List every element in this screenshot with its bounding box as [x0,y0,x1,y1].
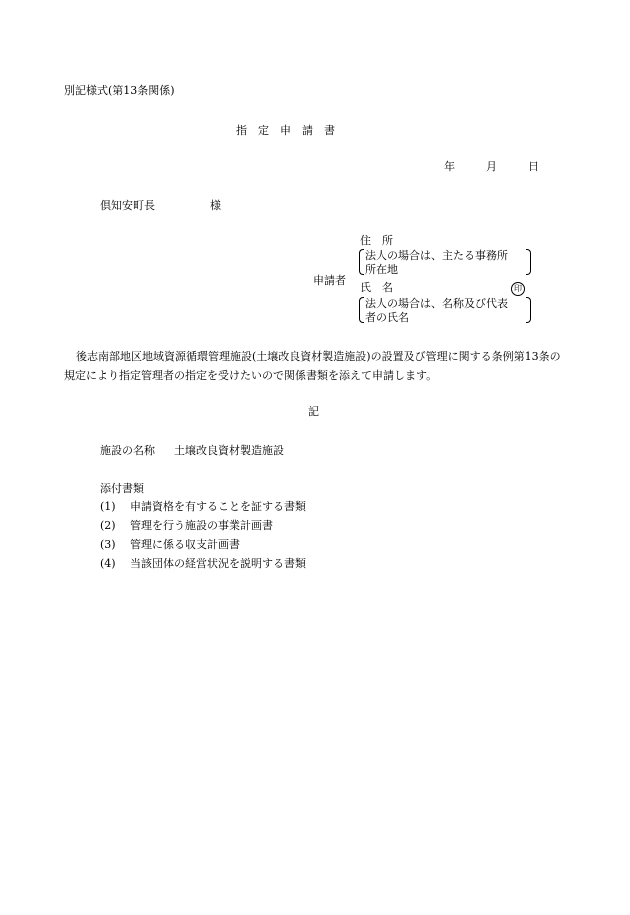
form-label: 別記様式(第13条関係) [64,84,175,97]
name-note-line-1: 法人の場合は、名称及び代表 [365,297,508,310]
name-label: 氏 名 [360,281,393,294]
date-day: 日 [528,160,539,173]
facility-line [100,444,284,458]
facility-label: 施設の名称 [100,444,155,457]
attachments-heading: 添付書類 [100,482,144,495]
list-item-text: 申請資格を有することを証する書類 [130,500,306,513]
list-item-text: 管理に係る収支計画書 [130,538,240,551]
list-item-number: (4) [100,557,116,570]
seal-icon: 印 [511,282,525,296]
name-note-line-2: 者の氏名 [365,311,409,324]
address-note-line-1: 法人の場合は、主たる事務所 [365,249,508,262]
applicant-label: 申請者 [313,274,346,287]
addressee-honorific: 様 [210,199,221,212]
list-item [100,519,273,533]
ki-heading: 記 [308,405,319,418]
address-note-bracket [365,249,525,275]
body-paragraph: 後志南部地区地域資源循環管理施設(土壌改良資材製造施設)の設置及び管理に関する条例第13条の規定により指定管理者の指定を受けたいので関係書類を添えて申請します。 [64,350,561,383]
date-year: 年 [444,160,455,173]
document-title: 指 定 申 請 書 [236,124,335,137]
list-item-text: 当該団体の経営状況を説明する書類 [130,557,306,570]
list-item-number: (3) [100,538,116,551]
list-item [100,500,306,514]
address-label: 住 所 [360,234,393,247]
addressee [100,199,221,213]
list-item-text: 管理を行う施設の事業計画書 [130,519,273,532]
name-note-bracket [365,297,525,323]
facility-value: 土壌改良資材製造施設 [174,444,284,457]
list-item [100,557,306,571]
address-note-line-2: 所在地 [365,263,398,276]
addressee-name: 倶知安町長 [100,199,155,212]
list-item [100,538,240,552]
date-month: 月 [486,160,497,173]
seal-mark [511,281,525,296]
list-item-number: (1) [100,500,116,513]
list-item-number: (2) [100,519,116,532]
date-line [444,160,539,174]
